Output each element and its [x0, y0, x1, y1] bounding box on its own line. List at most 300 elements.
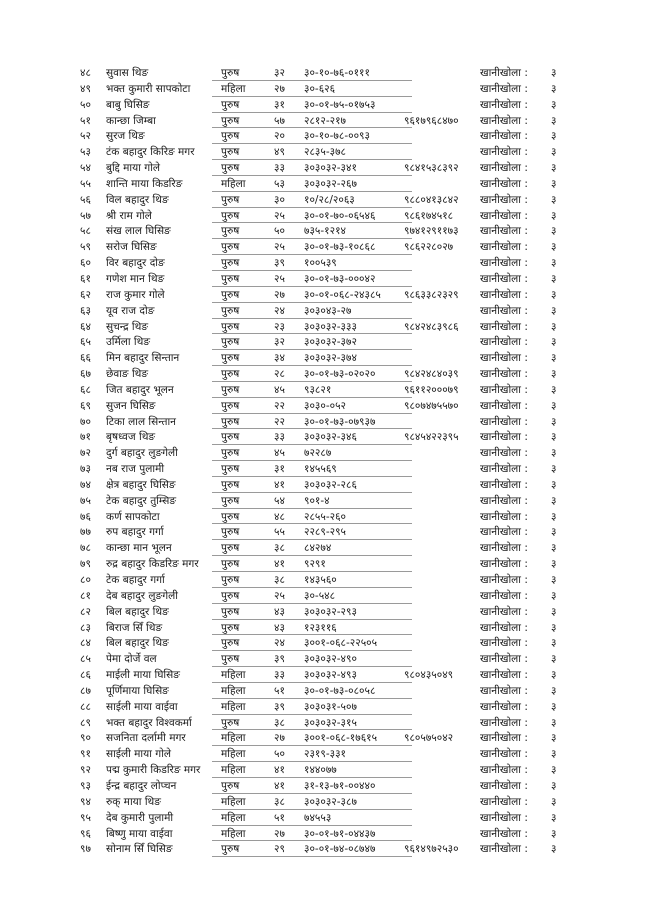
address: खानीखोला :	[480, 447, 528, 460]
phone-number: ९६११२०००७९	[404, 383, 459, 396]
id-number: ३०-०१-७३-०८०५८	[304, 684, 376, 697]
row-divider	[212, 856, 412, 857]
serial-number: ६१	[80, 272, 91, 285]
table-row	[0, 605, 662, 621]
row-divider	[212, 222, 412, 223]
serial-number: ६८	[80, 383, 91, 396]
ward-number: ३	[551, 399, 557, 412]
age: ५१	[274, 811, 285, 824]
address: खानीखोला :	[480, 320, 528, 333]
serial-number: ५७	[80, 209, 91, 222]
ward-number: ३	[551, 684, 557, 697]
person-name: श्री राम गोले	[106, 209, 152, 222]
gender: पुरुष	[221, 542, 240, 555]
row-divider	[212, 175, 412, 176]
address: खानीखोला :	[480, 700, 528, 713]
phone-number: ९८०५७५०४२	[404, 732, 454, 745]
id-number: ३०३०३२-३८७	[304, 795, 357, 808]
age: २५	[274, 209, 285, 222]
age: २५	[274, 589, 285, 602]
gender: पुरुष	[221, 605, 240, 618]
id-number: ३०३०३२-४९३	[304, 669, 357, 682]
gender: पुरुष	[221, 716, 240, 729]
id-number: ३०३०३२-३१५	[304, 716, 357, 729]
ward-number: ३	[551, 621, 557, 634]
address: खानीखोला :	[480, 193, 528, 206]
address: खानीखोला :	[480, 653, 528, 666]
age: ४९	[274, 146, 285, 159]
row-divider	[212, 745, 412, 746]
table-row	[0, 66, 662, 82]
serial-number: ७३	[80, 463, 91, 476]
id-number: ३०३०३२-३४१	[304, 162, 357, 175]
ward-number: ३	[551, 272, 557, 285]
row-divider	[212, 207, 412, 208]
serial-number: ९७	[80, 843, 91, 856]
age: ५०	[274, 225, 285, 238]
person-name: पेमा दोर्जे वल	[106, 653, 157, 666]
ward-number: ३	[551, 463, 557, 476]
table-row	[0, 668, 662, 684]
person-name: भक्त बहादुर विश्वकर्मा	[106, 716, 192, 729]
gender: पुरुष	[221, 336, 240, 349]
row-divider	[212, 777, 412, 778]
person-name: सुचन्द्र थिङ	[106, 320, 149, 333]
id-number: ३०-६२६	[304, 82, 336, 95]
phone-number: ९८८०४१३८४२	[404, 193, 459, 206]
id-number: ३०-०१-७१-०४४३७	[304, 827, 376, 840]
serial-number: ८२	[80, 605, 91, 618]
serial-number: ६२	[80, 288, 91, 301]
serial-number: ८१	[80, 589, 91, 602]
ward-number: ३	[551, 779, 557, 792]
id-number: ३०-०१-७३-०७९३७	[304, 415, 376, 428]
gender: पुरुष	[221, 621, 240, 634]
row-divider	[212, 761, 412, 762]
phone-number: ९७४१२९११७३	[404, 225, 459, 238]
ward-number: ३	[551, 827, 557, 840]
gender: पुरुष	[221, 558, 240, 571]
gender: पुरुष	[221, 352, 240, 365]
ward-number: ३	[551, 67, 557, 79]
table-row	[0, 240, 662, 256]
table-row	[0, 636, 662, 652]
serial-number: ५५	[80, 177, 91, 190]
serial-number: ६३	[80, 304, 91, 317]
ward-number: ३	[551, 700, 557, 713]
row-divider	[212, 80, 412, 81]
serial-number: ७१	[80, 431, 91, 444]
table-row	[0, 446, 662, 462]
table-row	[0, 209, 662, 225]
id-number: ३०-०१-७५-०१७५३	[304, 98, 376, 111]
ward-number: ३	[551, 336, 557, 349]
ward-number: ३	[551, 494, 557, 507]
serial-number: ९४	[80, 795, 91, 808]
person-name: बाबु घिसिङ	[106, 98, 150, 111]
serial-number: ८५	[80, 653, 91, 666]
table-row	[0, 763, 662, 779]
id-number: ३०-१०-७८-००९३	[304, 130, 370, 143]
id-number: ३०-०१-७३-१०८६८	[304, 241, 376, 254]
table-row	[0, 700, 662, 716]
gender: पुरुष	[221, 368, 240, 381]
table-row	[0, 114, 662, 130]
row-divider	[212, 555, 412, 556]
row-divider	[212, 428, 412, 429]
row-divider	[212, 571, 412, 572]
address: खानीखोला :	[480, 748, 528, 761]
address: खानीखोला :	[480, 574, 528, 586]
gender: पुरुष	[221, 320, 240, 333]
ward-number: ३	[551, 669, 557, 682]
gender: पुरुष	[221, 193, 240, 206]
row-divider	[212, 349, 412, 350]
serial-number: ९३	[80, 779, 91, 792]
table-row	[0, 652, 662, 668]
gender: पुरुष	[221, 526, 240, 539]
gender: पुरुष	[221, 779, 240, 792]
address: खानीखोला :	[480, 684, 528, 697]
id-number: ९२९१	[304, 558, 326, 571]
table-row	[0, 494, 662, 510]
serial-number: ६९	[80, 399, 91, 412]
table-row	[0, 177, 662, 193]
gender: पुरुष	[221, 272, 240, 285]
table-row	[0, 811, 662, 827]
row-divider	[212, 112, 412, 113]
row-divider	[212, 127, 412, 128]
id-number: ७२२८७	[304, 447, 332, 460]
ward-number: ३	[551, 98, 557, 111]
address: खानीखोला :	[480, 732, 528, 745]
address: खानीखोला :	[480, 257, 528, 270]
id-number: ३०-०१-७३-०००४२	[304, 272, 376, 285]
ward-number: ३	[551, 257, 557, 270]
id-number: १०/२८/२०६३	[304, 193, 355, 206]
id-number: २८५५-२६०	[304, 510, 347, 523]
address: खानीखोला :	[480, 399, 528, 412]
serial-number: ५०	[80, 98, 91, 111]
person-name: कान्छा मान भूलन	[106, 542, 172, 555]
person-name: बिल बहादुर थिङ	[106, 605, 169, 618]
person-name: छेवाङ थिङ	[106, 368, 149, 381]
serial-number: ८७	[80, 684, 91, 697]
id-number: ३०-५४८	[304, 589, 336, 602]
address: खानीखोला :	[480, 542, 528, 555]
table-row	[0, 478, 662, 494]
row-divider	[212, 476, 412, 477]
ward-number: ३	[551, 605, 557, 618]
gender: महिला	[221, 82, 246, 95]
serial-number: ७९	[80, 558, 91, 571]
person-name: उर्मिला थिङ	[106, 336, 151, 349]
phone-number: ९६१४९७२५३०	[404, 843, 459, 856]
age: ५४	[274, 494, 285, 507]
table-row	[0, 716, 662, 732]
age: ५५	[274, 526, 285, 539]
age: ३२	[274, 67, 285, 79]
phone-number: ९८०७४७५५७०	[404, 399, 459, 412]
person-name: विर बहादुर दोङ	[106, 257, 165, 270]
row-divider	[212, 286, 412, 287]
table-row	[0, 621, 662, 637]
ward-number: ३	[551, 542, 557, 555]
row-divider	[212, 238, 412, 239]
ward-number: ३	[551, 130, 557, 143]
voter-list	[0, 66, 662, 858]
table-row	[0, 462, 662, 478]
address: खानीखोला :	[480, 241, 528, 254]
age: ४१	[274, 779, 285, 792]
address: खानीखोला :	[480, 67, 528, 79]
table-row	[0, 288, 662, 304]
table-row	[0, 304, 662, 320]
person-name: सजनिता दर्लामी मगर	[106, 732, 186, 745]
person-name: कर्ण सापकोटा	[106, 510, 160, 523]
row-divider	[212, 619, 412, 620]
table-row	[0, 589, 662, 605]
table-row	[0, 842, 662, 858]
row-divider	[212, 523, 412, 524]
id-number: ३०३०३२-३३३	[304, 320, 357, 333]
table-row	[0, 795, 662, 811]
table-row	[0, 525, 662, 541]
table-row	[0, 399, 662, 415]
table-row	[0, 731, 662, 747]
gender: पुरुष	[221, 637, 240, 650]
ward-number: ३	[551, 209, 557, 222]
age: २७	[274, 732, 285, 745]
serial-number: ५६	[80, 193, 91, 206]
age: ४३	[274, 621, 285, 634]
age: २४	[274, 637, 285, 650]
person-name: पूर्णिमाया घिसिङ	[106, 684, 169, 697]
ward-number: ३	[551, 177, 557, 190]
id-number: १४५५६९	[304, 463, 337, 476]
row-divider	[212, 809, 412, 810]
gender: पुरुष	[221, 209, 240, 222]
address: खानीखोला :	[480, 272, 528, 285]
gender: महिला	[221, 177, 246, 190]
gender: पुरुष	[221, 304, 240, 317]
serial-number: ७६	[80, 510, 91, 523]
address: खानीखोला :	[480, 336, 528, 349]
age: ३८	[274, 795, 285, 808]
table-row	[0, 747, 662, 763]
age: ४१	[274, 478, 285, 491]
age: ३१	[274, 463, 285, 476]
gender: महिला	[221, 700, 246, 713]
row-divider	[212, 587, 412, 588]
ward-number: ३	[551, 241, 557, 254]
row-divider	[212, 143, 412, 144]
ward-number: ३	[551, 304, 557, 317]
row-divider	[212, 333, 412, 334]
gender: पुरुष	[221, 447, 240, 460]
serial-number: ९५	[80, 811, 91, 824]
address: खानीखोला :	[480, 114, 528, 127]
phone-number: ९८०४३५०४९	[404, 669, 454, 682]
ward-number: ३	[551, 320, 557, 333]
serial-number: ९१	[80, 748, 91, 761]
age: २०	[274, 130, 285, 143]
id-number: ३०३०३२-४९०	[304, 653, 357, 666]
person-name: सुजन घिसिङ	[106, 399, 156, 412]
age: ३२	[274, 336, 285, 349]
id-number: ३०३०३२-२८६	[304, 478, 357, 491]
table-row	[0, 510, 662, 526]
table-row	[0, 129, 662, 145]
address: खानीखोला :	[480, 716, 528, 729]
serial-number: ६४	[80, 320, 91, 333]
age: २९	[274, 843, 285, 856]
gender: पुरुष	[221, 431, 240, 444]
table-row	[0, 779, 662, 795]
gender: महिला	[221, 811, 246, 824]
person-name: दुर्ग बहादुर लुङगेली	[106, 447, 178, 460]
gender: पुरुष	[221, 67, 240, 79]
row-divider	[212, 460, 412, 461]
serial-number: ८४	[80, 637, 91, 650]
row-divider	[212, 682, 412, 683]
id-number: ३०३०३२-२६७	[304, 177, 357, 190]
address: खानीखोला :	[480, 526, 528, 539]
row-divider	[212, 793, 412, 794]
row-divider	[212, 444, 412, 445]
gender: पुरुष	[221, 415, 240, 428]
serial-number: ९२	[80, 764, 91, 777]
row-divider	[212, 492, 412, 493]
gender: महिला	[221, 684, 246, 697]
ward-number: ३	[551, 510, 557, 523]
id-number: ३०३०-०५२	[304, 399, 347, 412]
address: खानीखोला :	[480, 177, 528, 190]
ward-number: ३	[551, 637, 557, 650]
age: ३४	[274, 352, 285, 365]
age: २८	[274, 368, 285, 381]
person-name: मिन बहादुर सिन्तान	[106, 352, 180, 365]
ward-number: ३	[551, 748, 557, 761]
id-number: ३०३०४३-२७	[304, 304, 352, 317]
person-name: देब बहादुर लुङगेली	[106, 589, 178, 602]
phone-number: ९८४५४२२३९५	[404, 431, 459, 444]
age: ३१	[274, 98, 285, 111]
ward-number: ३	[551, 589, 557, 602]
age: ४५	[274, 383, 285, 396]
id-number: १४३५६०	[304, 574, 337, 586]
ward-number: ३	[551, 811, 557, 824]
id-number: ९०१-४	[304, 494, 330, 507]
serial-number: ७२	[80, 447, 91, 460]
serial-number: ६६	[80, 352, 91, 365]
age: ३९	[274, 653, 285, 666]
age: २७	[274, 827, 285, 840]
table-row	[0, 557, 662, 573]
gender: पुरुष	[221, 146, 240, 159]
person-name: टंक बहादुर किरिङ मगर	[106, 146, 195, 159]
serial-number: ५४	[80, 162, 91, 175]
ward-number: ३	[551, 447, 557, 460]
address: खानीखोला :	[480, 510, 528, 523]
gender: पुरुष	[221, 843, 240, 856]
id-number: ३०३०३२-२९३	[304, 605, 357, 618]
id-number: २८३५-३७८	[304, 146, 347, 159]
person-name: विल बहादुर थिङ	[106, 193, 169, 206]
serial-number: ५८	[80, 225, 91, 238]
address: खानीखोला :	[480, 637, 528, 650]
row-divider	[212, 365, 412, 366]
person-name: भक्त कुमारी सापकोटा	[106, 82, 191, 95]
table-row	[0, 351, 662, 367]
id-number: १००५३९	[304, 257, 337, 270]
ward-number: ३	[551, 288, 557, 301]
gender: पुरुष	[221, 653, 240, 666]
gender: महिला	[221, 795, 246, 808]
serial-number: ८३	[80, 621, 91, 634]
age: ३९	[274, 700, 285, 713]
serial-number: ८०	[80, 574, 91, 586]
age: २५	[274, 272, 285, 285]
id-number: ३०३०३१-५०७	[304, 700, 357, 713]
person-name: सुवास थिङ	[106, 67, 149, 79]
table-row	[0, 430, 662, 446]
phone-number: ९६१७९६८४७०	[404, 114, 459, 127]
gender: पुरुष	[221, 510, 240, 523]
table-row	[0, 98, 662, 114]
gender: पुरुष	[221, 288, 240, 301]
age: ४८	[274, 510, 285, 523]
address: खानीखोला :	[480, 130, 528, 143]
person-name: रुद्र बहादुर किडरिङ मगर	[106, 558, 199, 571]
person-name: नब राज पुलामी	[106, 463, 165, 476]
person-name: बुद्दि माया गोले	[106, 162, 161, 175]
gender: पुरुष	[221, 162, 240, 175]
age: २४	[274, 304, 285, 317]
table-row	[0, 82, 662, 98]
serial-number: ४९	[80, 82, 91, 95]
age: ४५	[274, 447, 285, 460]
row-divider	[212, 729, 412, 730]
person-name: गणेश मान थिङ	[106, 272, 165, 285]
address: खानीखोला :	[480, 779, 528, 792]
address: खानीखोला :	[480, 415, 528, 428]
serial-number: ७८	[80, 542, 91, 555]
address: खानीखोला :	[480, 669, 528, 682]
table-row	[0, 541, 662, 557]
age: ३८	[274, 574, 285, 586]
age: ३३	[274, 162, 285, 175]
person-name: रुक् माया थिङ	[106, 795, 161, 808]
age: ५०	[274, 748, 285, 761]
person-name: राज कुमार गोले	[106, 288, 165, 301]
table-row	[0, 684, 662, 700]
id-number: ७३५-१२१४	[304, 225, 347, 238]
person-name: क्षेत्र बहादुर घिसिङ	[106, 478, 176, 491]
serial-number: ५१	[80, 114, 91, 127]
serial-number: ७४	[80, 478, 91, 491]
person-name: टेक बहादुर गर्गा	[106, 574, 165, 586]
ward-number: ३	[551, 843, 557, 856]
person-name: यूव राज दोङ	[106, 304, 155, 317]
ward-number: ३	[551, 82, 557, 95]
id-number: २२८९-२९५	[304, 526, 347, 539]
row-divider	[212, 96, 412, 97]
ward-number: ३	[551, 383, 557, 396]
row-divider	[212, 714, 412, 715]
person-name: टेक बहादुर तुम्सिङ	[106, 494, 177, 507]
ward-number: ३	[551, 114, 557, 127]
